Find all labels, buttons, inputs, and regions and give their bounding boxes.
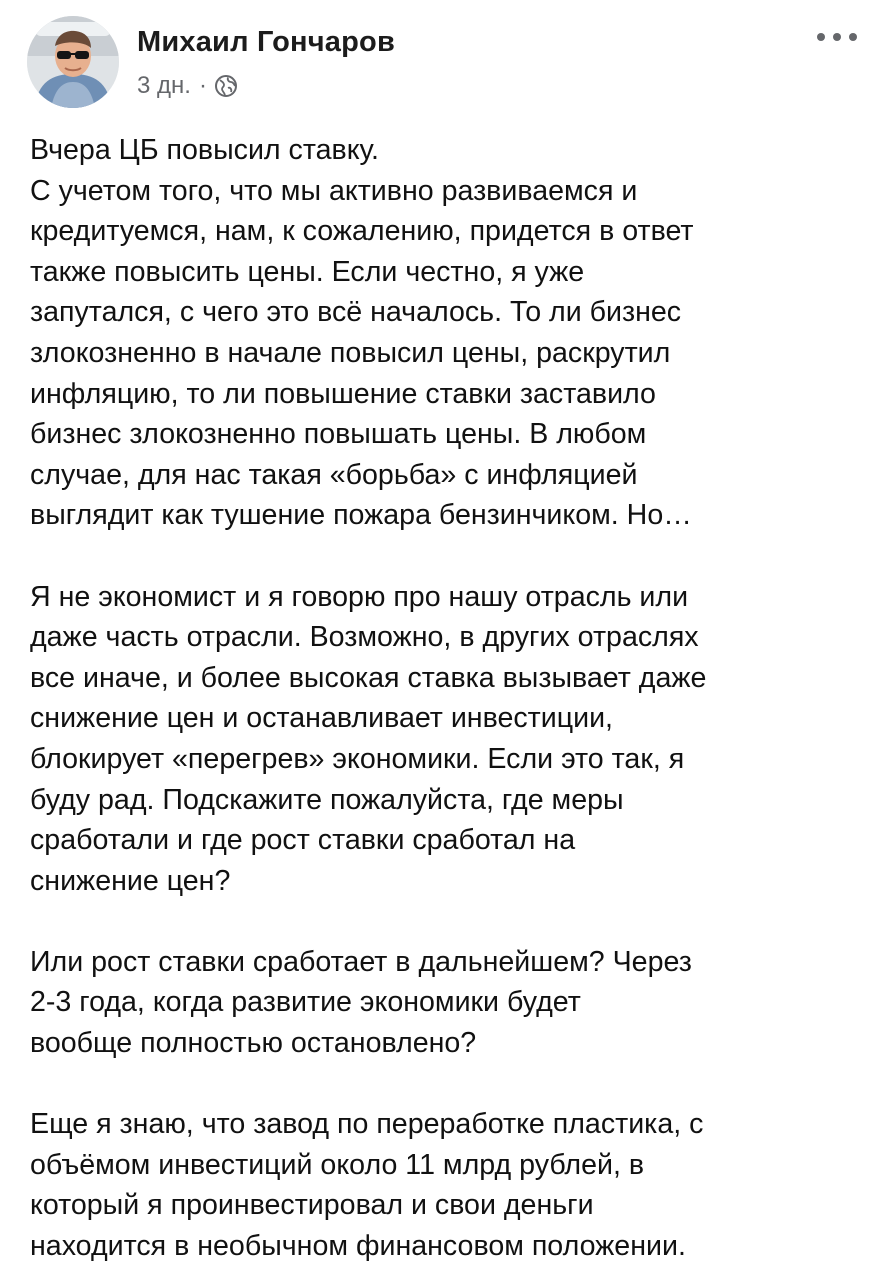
post-time[interactable]: 3 дн. [137,72,191,99]
post-text-line: который я проинвестировал и свои деньги [30,1189,594,1222]
more-options-icon[interactable] [817,30,857,44]
post-paragraph-4 [30,1104,860,1266]
post-text-line: злокозненно в начале повысил цены, раскрутил [30,336,671,369]
post-text-line: снижение цен и останавливает инвестиции, [30,702,614,735]
post-body [30,130,860,1267]
post-paragraph-3 [30,942,860,1064]
more-dot [849,33,857,41]
post-text-line: сработали и где рост ставки сработал на [30,824,576,857]
post-text-line: Я не экономист и я говорю про нашу отрасль или [30,580,689,613]
paragraph-gap [30,1064,860,1105]
post-text-line: бизнес злокозненно повышать цены. В любом [30,418,647,451]
avatar-photo [27,16,119,108]
post-text-line: также повысить цены. Если честно, я уже [30,255,585,288]
post-text-line: блокирует «перегрев» экономики. Если это так, я [30,742,685,775]
post-text-line: Вчера ЦБ повысил ставку. [30,134,379,166]
post-paragraph-2 [30,577,860,902]
paragraph-gap [30,901,860,942]
post-text-line: Еще я знаю, что завод по переработке пластика, с [30,1108,704,1141]
post-header [27,16,857,108]
post-text-line: снижение цен? [30,864,231,897]
meta-separator: · [198,72,207,99]
post-text-line: вообще полностью остановлено? [30,1027,477,1060]
author-avatar[interactable] [27,16,119,108]
post-text-line: кредитуемся, нам, к сожалению, придется в ответ [30,215,694,248]
post-paragraph-1 [30,130,860,536]
post-text-line: выглядит как тушение пожара бензинчиком. Но… [30,499,692,532]
post-text-line: С учетом того, что мы активно развиваемся и [30,174,638,207]
post-text-line: все иначе, и более высокая ставка вызывает даже [30,661,707,694]
post-text-line: буду рад. Подскажите пожалуйста, где меры [30,783,624,816]
post-text-line: 2-3 года, когда развитие экономики будет [30,986,581,1019]
post-text-line: запутался, с чего это всё началось. То ли бизнес [30,296,682,329]
post-text-line: Или рост ставки сработает в дальнейшем? Через [30,945,692,978]
post-text-line: находится в необычном финансовом положении. [30,1230,686,1263]
post-meta [137,71,238,101]
author-name[interactable]: Михаил Гончаров [137,26,395,58]
post-text-line: объёмом инвестиций около 11 млрд рублей, в [30,1148,645,1181]
more-dot [817,33,825,41]
post-text-line: случае, для нас такая «борьба» с инфляцией [30,458,638,491]
post-text-line: инфляцию, то ли повышение ставки заставило [30,377,656,410]
post-text-line: даже часть отрасли. Возможно, в других отраслях [30,621,699,654]
paragraph-gap [30,536,860,577]
more-dot [833,33,841,41]
globe-icon[interactable] [214,74,238,98]
